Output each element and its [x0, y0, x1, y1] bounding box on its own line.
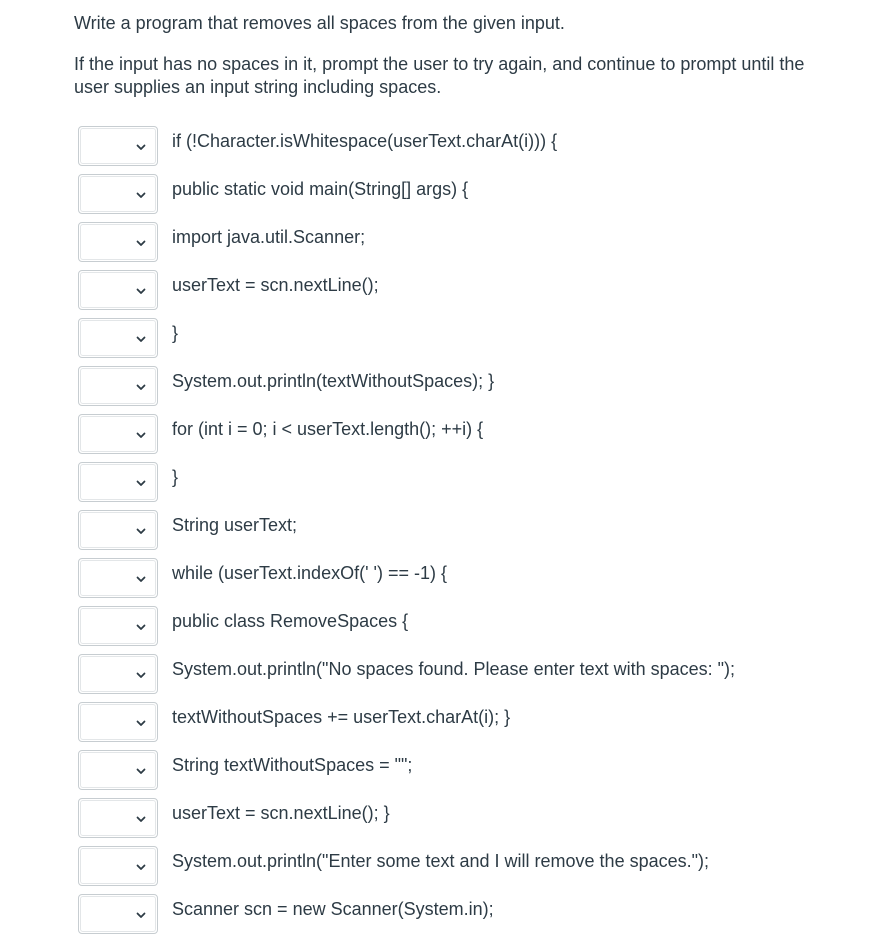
code-statement: import java.util.Scanner;: [172, 227, 366, 247]
ordering-row: [78, 312, 878, 360]
order-dropdown[interactable]: [78, 606, 158, 646]
ordering-row: [78, 408, 878, 456]
ordering-row: [78, 840, 878, 888]
question-line-2: If the input has no spaces in it, prompt the user to try again, and continue to prompt until the user supplies an input string including spaces.: [74, 54, 805, 97]
code-statement: Scanner scn = new Scanner(System.in);: [172, 899, 494, 919]
order-dropdown[interactable]: [78, 654, 158, 694]
code-statement: while (userText.indexOf(' ') == -1) {: [172, 563, 447, 583]
code-statement: public static void main(String[] args) {: [172, 179, 469, 199]
chevron-down-icon: [135, 909, 147, 921]
order-dropdown[interactable]: [78, 558, 158, 598]
order-dropdown[interactable]: [78, 126, 158, 166]
code-statement: System.out.println("No spaces found. Please enter text with spaces: ");: [172, 659, 736, 679]
code-statement: if (!Character.isWhitespace(userText.charAt(i))) {: [172, 131, 558, 151]
order-dropdown[interactable]: [78, 750, 158, 790]
chevron-down-icon: [135, 429, 147, 441]
question-text: [74, 12, 834, 117]
order-dropdown[interactable]: [78, 894, 158, 934]
chevron-down-icon: [135, 381, 147, 393]
ordering-row: [78, 648, 878, 696]
code-statement: }: [172, 467, 179, 487]
code-statement: public class RemoveSpaces {: [172, 611, 409, 631]
order-dropdown[interactable]: [78, 414, 158, 454]
code-statement: String userText;: [172, 515, 298, 535]
code-statement: System.out.println(textWithoutSpaces); }: [172, 371, 495, 391]
chevron-down-icon: [135, 861, 147, 873]
ordering-row: [78, 696, 878, 744]
chevron-down-icon: [135, 333, 147, 345]
chevron-down-icon: [135, 525, 147, 537]
order-dropdown[interactable]: [78, 798, 158, 838]
ordering-row: [78, 360, 878, 408]
chevron-down-icon: [135, 813, 147, 825]
code-statement: String textWithoutSpaces = "";: [172, 755, 413, 775]
ordering-row: [78, 600, 878, 648]
chevron-down-icon: [135, 765, 147, 777]
chevron-down-icon: [135, 621, 147, 633]
order-dropdown[interactable]: [78, 366, 158, 406]
ordering-row: [78, 744, 878, 792]
ordering-row: [78, 888, 878, 936]
ordering-list: [78, 120, 878, 936]
code-statement: System.out.println("Enter some text and I will remove the spaces.");: [172, 851, 709, 871]
chevron-down-icon: [135, 285, 147, 297]
code-statement: textWithoutSpaces += userText.charAt(i); }: [172, 707, 511, 727]
ordering-row: [78, 552, 878, 600]
order-dropdown[interactable]: [78, 270, 158, 310]
chevron-down-icon: [135, 573, 147, 585]
ordering-row: [78, 792, 878, 840]
question-line-1: Write a program that removes all spaces from the given input.: [74, 13, 565, 33]
code-statement: userText = scn.nextLine(); }: [172, 803, 390, 823]
chevron-down-icon: [135, 669, 147, 681]
ordering-row: [78, 120, 878, 168]
ordering-row: [78, 168, 878, 216]
order-dropdown[interactable]: [78, 462, 158, 502]
order-dropdown[interactable]: [78, 702, 158, 742]
order-dropdown[interactable]: [78, 318, 158, 358]
order-dropdown[interactable]: [78, 222, 158, 262]
chevron-down-icon: [135, 189, 147, 201]
ordering-row: [78, 456, 878, 504]
ordering-row: [78, 216, 878, 264]
order-dropdown[interactable]: [78, 510, 158, 550]
chevron-down-icon: [135, 141, 147, 153]
code-statement: }: [172, 323, 179, 343]
chevron-down-icon: [135, 717, 147, 729]
chevron-down-icon: [135, 477, 147, 489]
ordering-row: [78, 264, 878, 312]
order-dropdown[interactable]: [78, 846, 158, 886]
code-statement: for (int i = 0; i < userText.length(); ++i) {: [172, 419, 484, 439]
code-statement: userText = scn.nextLine();: [172, 275, 379, 295]
order-dropdown[interactable]: [78, 174, 158, 214]
chevron-down-icon: [135, 237, 147, 249]
ordering-row: [78, 504, 878, 552]
